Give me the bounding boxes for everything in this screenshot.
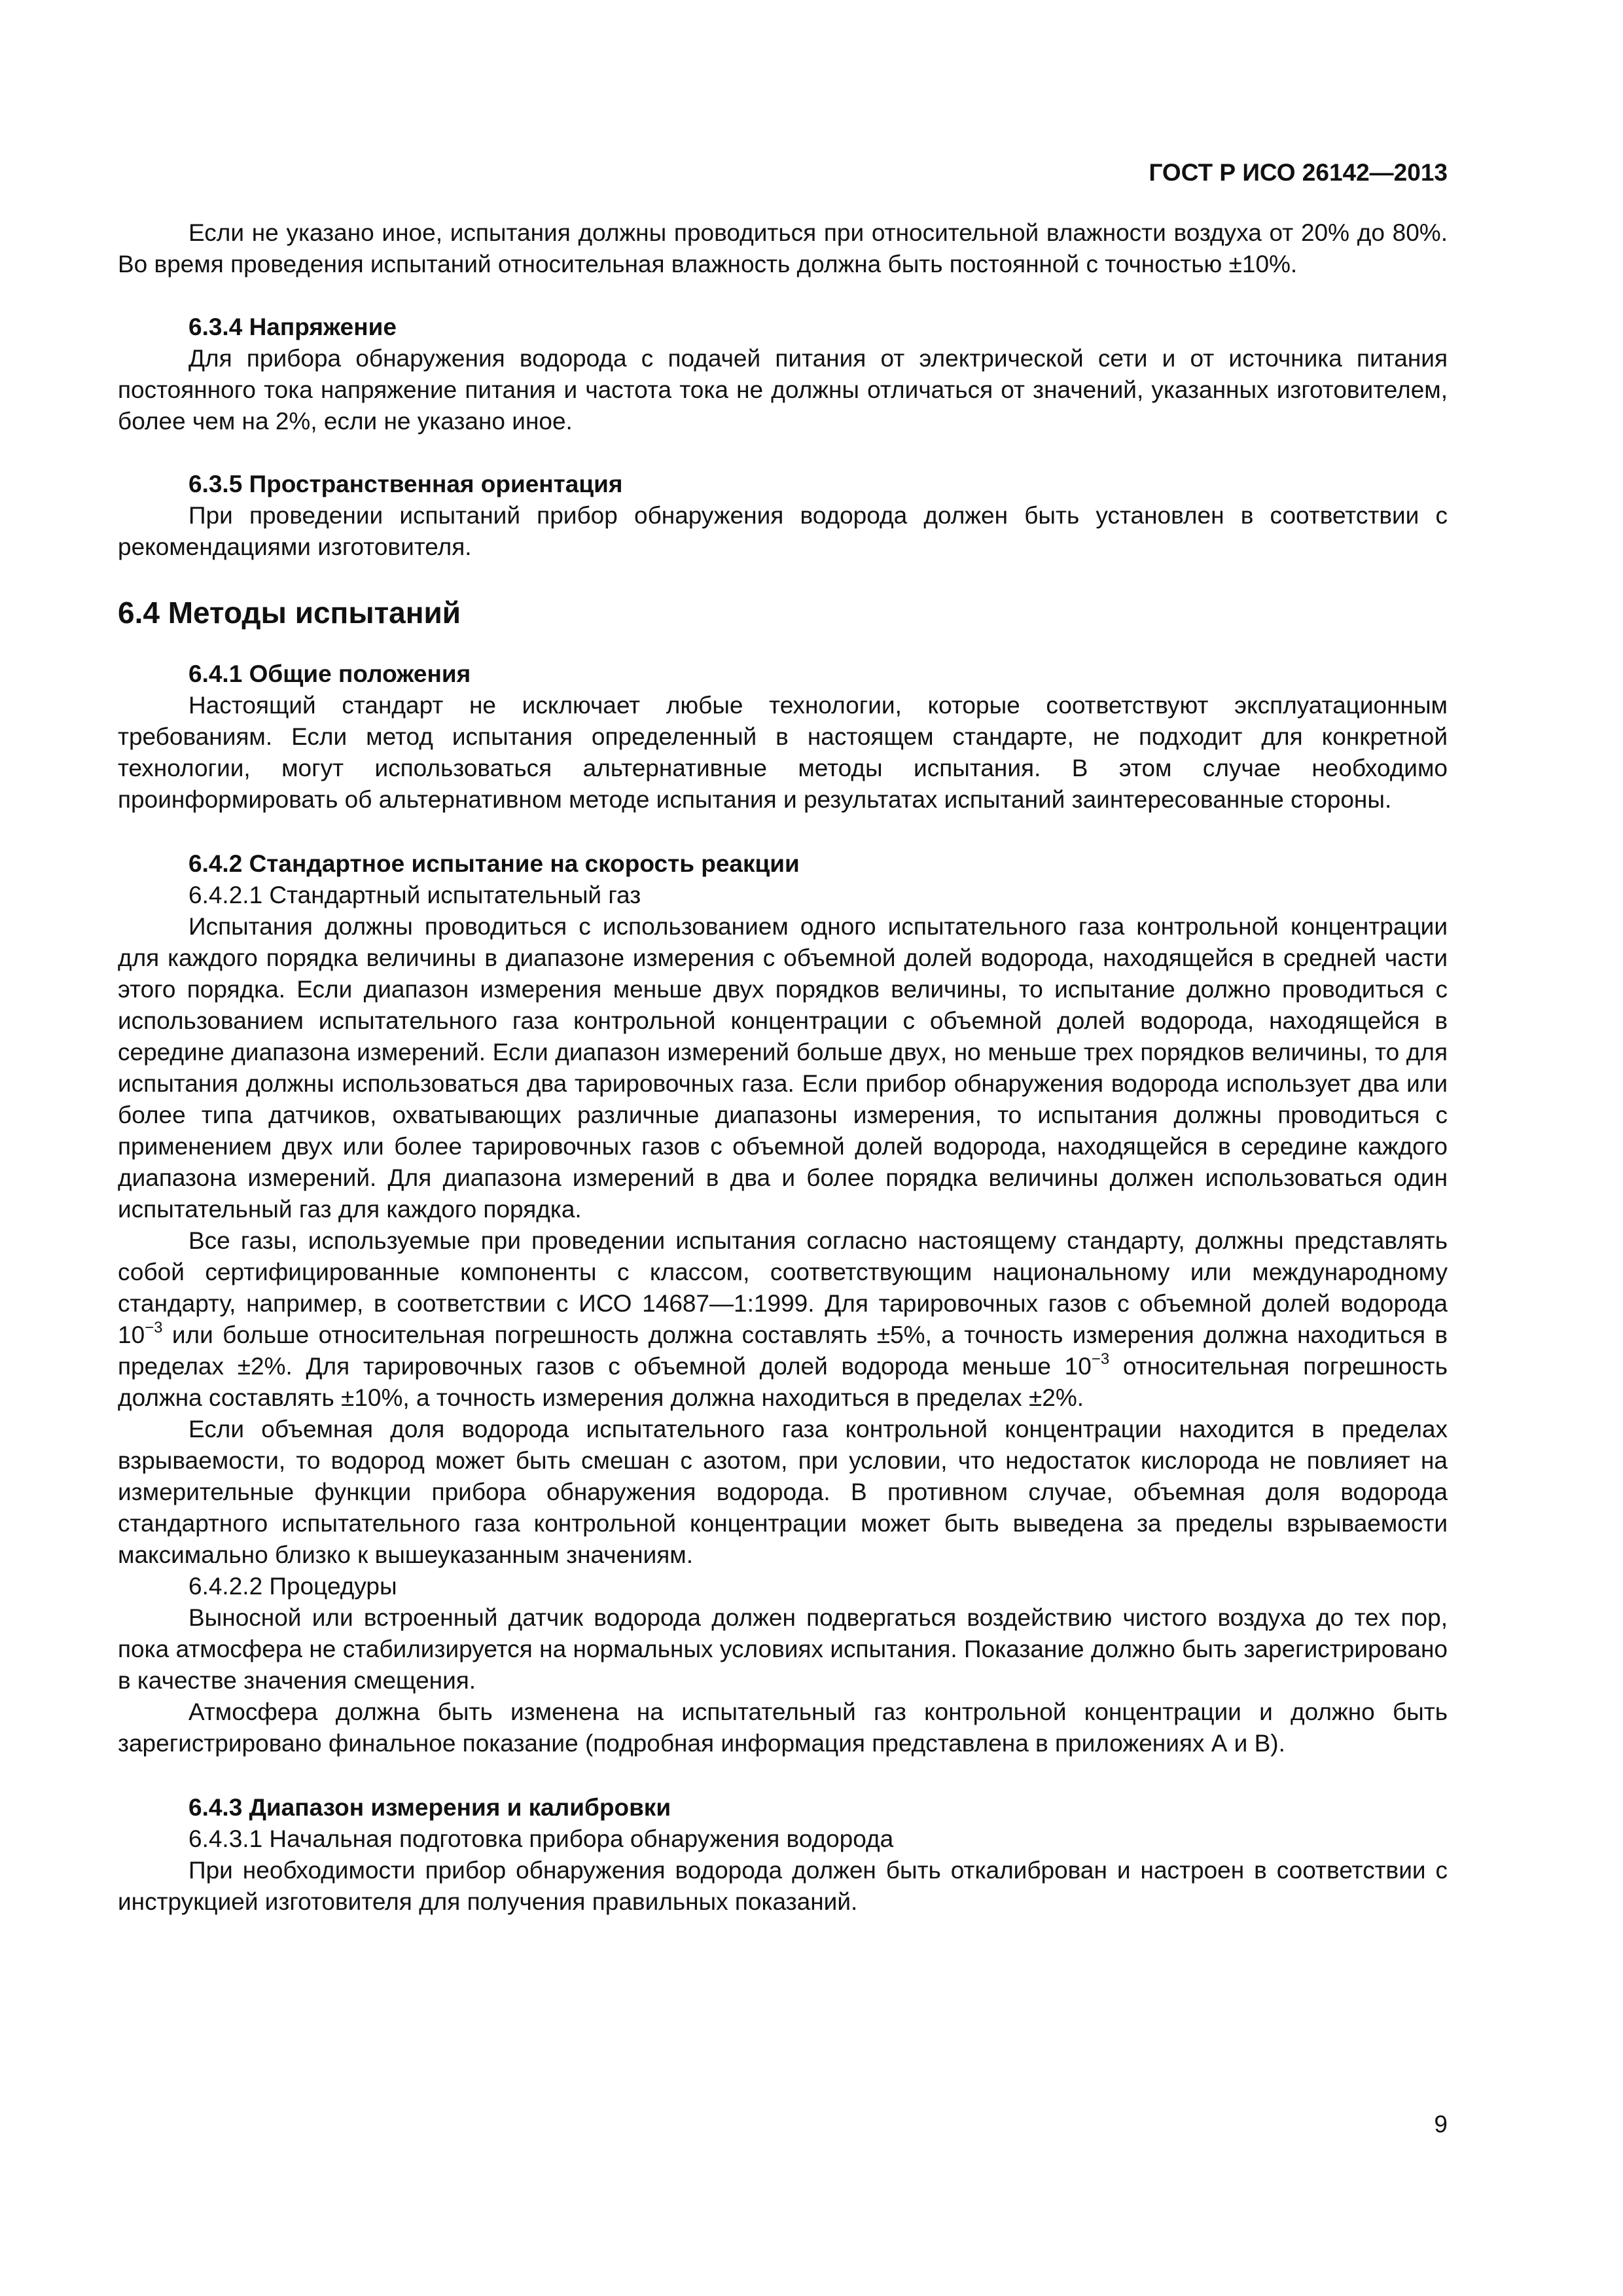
section-6-4-1-title: 6.4.1 Общие положения xyxy=(188,660,471,687)
exponent-2: −3 xyxy=(1091,1350,1110,1368)
section-6-4-title: 6.4 Методы испытаний xyxy=(118,596,461,630)
section-6-4-2-1-paragraph-1: Испытания должны проводиться с использованием одного испытательного газа контрольной концентрации для каждого порядка величины в диапазоне измерения с объемной долей водорода, находящейся в средней части этого порядка. Если диапазон измерения меньше двух порядков величины, то испытание должно проводиться с использованием испытательного газа контрольной концентрации с объемной долей водорода, находящейся в середине диапазона измерений. Если диапазон измерений больше двух, но меньше трех порядков величины, то для испытания должны использоваться два тарировочных газа. Если прибор обнаружения водорода использует два или более типа датчиков, охватывающих различные диапазоны измерения, то испытания должны проводиться с применением двух или более тарировочных газов с объемной долей водорода, находящейся в середине каждого диапазона измерений. Для диапазона измерений в два и более порядка величины должен использоваться один испытательный газ для каждого порядка. xyxy=(118,913,1448,1223)
section-6-3-5-title: 6.3.5 Пространственная ориентация xyxy=(188,471,623,497)
section-6-3-5-paragraph: При проведении испытаний прибор обнаружения водорода должен быть установлен в соответствии с рекомендациями изготовителя. xyxy=(118,502,1448,560)
section-6-4-2-1-paragraph-3: Если объемная доля водорода испытательного газа контрольной концентрации находится в пределах взрываемости, то водород может быть смешан с азотом, при условии, что недостаток кислорода не повлияет на измерительные функции прибора обнаружения водорода. В противном случае, объемная доля водорода стандартного испытательного газа контрольной концентрации может быть выведена за пределы взрываемости максимально близко к вышеуказанным значениям. xyxy=(118,1416,1448,1568)
para2-part-a: Все газы, используемые при проведении испытания согласно настоящему стандарту, должны представлять собой сертифицированные компоненты с классом, соответствующим национальному или международному стандарту, например, в соответствии с ИСО 14687—1:1999. Для тарировочных газов с объемной долей водорода 10 xyxy=(118,1227,1448,1348)
para2-part-c: относительная погрешность должна составлять ±10%, а точность измерения должна находиться в пределах ±2%. xyxy=(118,1353,1448,1411)
humidity-paragraph: Если не указано иное, испытания должны проводиться при относительной влажности воздуха от 20% до 80%. Во время проведения испытаний относительная влажность должна быть постоянной с точностью ±10%. xyxy=(118,219,1448,278)
section-6-4-2-1-title: 6.4.2.1 Стандартный испытательный газ xyxy=(188,882,641,908)
document-code-header: ГОСТ Р ИСО 26142—2013 xyxy=(1149,159,1448,186)
para2-part-b: или больше относительная погрешность должна составлять ±5%, а точность измерения должна находиться в пределах ±2%. Для тарировочных газов с объемной долей водорода меньше 10 xyxy=(118,1321,1448,1380)
section-6-4-2-title: 6.4.2 Стандартное испытание на скорость реакции xyxy=(188,850,800,877)
exponent-1: −3 xyxy=(145,1319,163,1336)
document-body xyxy=(118,217,1448,1918)
section-6-4-3-1-paragraph: При необходимости прибор обнаружения водорода должен быть откалиброван и настроен в соответствии с инструкцией изготовителя для получения правильных показаний. xyxy=(118,1857,1448,1915)
section-6-4-2-1-paragraph-2 xyxy=(118,1225,1448,1414)
section-6-4-2-2-paragraph-1: Выносной или встроенный датчик водорода должен подвергаться воздействию чистого воздуха до тех пор, пока атмосфера не стабилизируется на нормальных условиях испытания. Показание должно быть зарегистрировано в качестве значения смещения. xyxy=(118,1604,1448,1694)
section-6-4-2-2-paragraph-2: Атмосфера должна быть изменена на испытательный газ контрольной концентрации и должно быть зарегистрировано финальное показание (подробная информация представлена в приложениях А и В). xyxy=(118,1698,1448,1757)
section-6-4-2-2-title: 6.4.2.2 Процедуры xyxy=(188,1573,397,1600)
page-number: 9 xyxy=(1434,2111,1448,2138)
section-6-4-3-title: 6.4.3 Диапазон измерения и калибровки xyxy=(188,1794,671,1821)
section-6-3-4-title: 6.3.4 Напряжение xyxy=(188,314,397,340)
section-6-4-3-1-title: 6.4.3.1 Начальная подготовка прибора обнаружения водорода xyxy=(188,1825,894,1852)
section-6-4-1-paragraph: Настоящий стандарт не исключает любые технологии, которые соответствуют эксплуатационным требованиям. Если метод испытания определенный в настоящем стандарте, не подходит для конкретной технологии, могут использоваться альтернативные методы испытания. В этом случае необходимо проинформировать об альтернативном методе испытания и результатах испытаний заинтересованные стороны. xyxy=(118,692,1448,813)
section-6-3-4-paragraph: Для прибора обнаружения водорода с подачей питания от электрической сети и от источника питания постоянного тока напряжение питания и частота тока не должны отличаться от значений, указанных изготовителем, более чем на 2%, если не указано иное. xyxy=(118,345,1448,435)
